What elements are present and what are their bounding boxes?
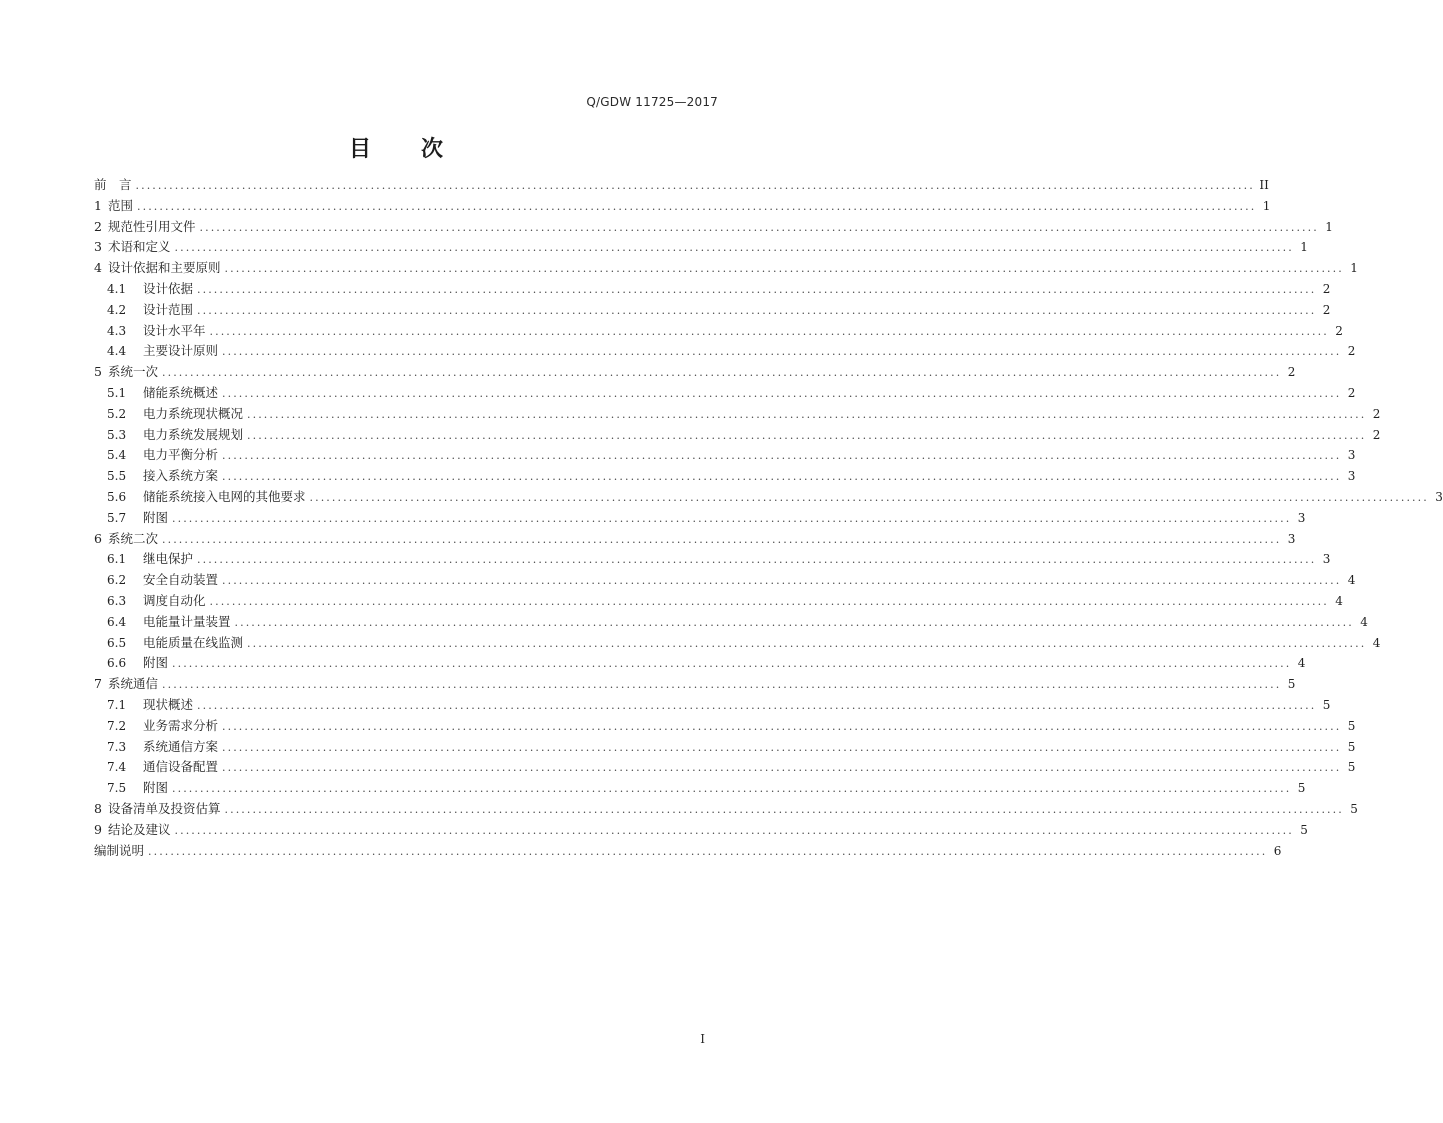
toc-leader-dots: ........................................................................................................................................................................................................ <box>309 490 1429 504</box>
toc-entry-page: 2 <box>1322 281 1331 296</box>
toc-entry-page: II <box>1259 178 1269 192</box>
toc-entry[interactable] <box>94 321 1343 342</box>
toc-leader-dots: ........................................................................................................................................................................................................ <box>172 511 1292 525</box>
toc-leader-dots: ........................................................................................................................................................................................................ <box>172 782 1292 796</box>
toc-entry[interactable] <box>94 841 1282 862</box>
toc-leader-dots: ........................................................................................................................................................................................................ <box>222 470 1342 484</box>
toc-entry-page: 2 <box>1322 302 1331 317</box>
toc-entry[interactable] <box>94 612 1368 633</box>
toc-entry-page: 2 <box>1347 385 1356 400</box>
toc-entry-label: 系统通信方案 <box>143 738 219 754</box>
toc-entry-number: 5.2 <box>107 406 127 421</box>
toc-entry-label: 通信设备配置 <box>143 759 219 775</box>
toc-entry-number: 5.3 <box>107 427 127 442</box>
toc-entry-number: 7.2 <box>107 718 127 733</box>
toc-entry-number: 6.4 <box>107 614 127 629</box>
toc-leader-dots: ........................................................................................................................................................................................................ <box>197 698 1317 712</box>
toc-leader-dots: ........................................................................................................................................................................................................ <box>174 823 1294 837</box>
toc-entry-number: 5.6 <box>107 489 127 504</box>
toc-entry-label: 附图 <box>143 655 169 671</box>
toc-entry-page: 2 <box>1372 427 1381 442</box>
toc-entry-number: 5 <box>94 364 102 380</box>
toc-entry-page: 5 <box>1297 781 1306 796</box>
toc-entry[interactable] <box>94 674 1296 695</box>
toc-entry[interactable] <box>94 757 1356 778</box>
toc-entry-page: 4 <box>1297 656 1306 671</box>
toc-entry[interactable] <box>94 487 1443 508</box>
toc-entry-label: 系统通信 <box>108 676 159 692</box>
toc-entry-label: 系统一次 <box>108 364 159 380</box>
toc-entry-page: 4 <box>1347 573 1356 588</box>
toc-entry-page: 1 <box>1262 198 1271 213</box>
toc-entry-label: 设计依据 <box>143 280 194 296</box>
toc-entry[interactable] <box>94 653 1306 674</box>
toc-entry-label: 继电保护 <box>143 551 194 567</box>
toc-entry-page: 2 <box>1347 344 1356 359</box>
toc-entry-page: 3 <box>1322 552 1331 567</box>
toc-entry-number: 6.1 <box>107 552 127 567</box>
toc-entry[interactable] <box>94 404 1381 425</box>
toc-entry-page: 2 <box>1335 323 1343 338</box>
toc-leader-dots: ........................................................................................................................................................................................................ <box>222 345 1342 359</box>
toc-entry[interactable] <box>94 570 1356 591</box>
toc-entry-number: 4.3 <box>107 323 127 338</box>
toc-entry-label: 附图 <box>143 509 169 525</box>
toc-entry[interactable] <box>94 196 1271 217</box>
toc-entry-number: 6.6 <box>107 656 127 671</box>
toc-entry-page: 4 <box>1372 635 1381 650</box>
toc-leader-dots: ........................................................................................................................................................................................................ <box>224 262 1344 276</box>
toc-entry[interactable] <box>94 383 1356 404</box>
toc-entry-number: 1 <box>94 197 102 213</box>
toc-entry-number: 4.2 <box>107 302 127 317</box>
toc-entry-label: 现状概述 <box>143 696 194 712</box>
toc-entry[interactable] <box>94 716 1356 737</box>
toc-leader-dots: ........................................................................................................................................................................................................ <box>222 719 1342 733</box>
toc-entry-page: 6 <box>1273 843 1282 858</box>
toc-entry[interactable] <box>94 237 1308 258</box>
toc-leader-dots: ........................................................................................................................................................................................................ <box>135 179 1255 192</box>
toc-entry-label: 调度自动化 <box>143 592 206 608</box>
toc-leader-dots: ........................................................................................................................................................................................................ <box>162 366 1282 380</box>
toc-entry[interactable] <box>94 217 1333 238</box>
toc-entry[interactable] <box>94 258 1358 279</box>
toc-entry[interactable] <box>94 591 1343 612</box>
toc-entry-label: 电力系统现状概况 <box>143 405 244 421</box>
toc-entry-page: 5 <box>1322 697 1331 712</box>
toc-entry-label: 设计水平年 <box>143 322 206 338</box>
toc-leader-dots: ........................................................................................................................................................................................................ <box>247 407 1367 421</box>
toc-entry[interactable] <box>94 695 1331 716</box>
toc-leader-dots: ........................................................................................................................................................................................................ <box>222 574 1342 588</box>
toc-entry[interactable] <box>94 778 1306 799</box>
toc-entry-label: 电能量计量装置 <box>143 613 231 629</box>
toc-entry-number: 7 <box>94 676 102 692</box>
page-title: 目 次 <box>348 137 445 162</box>
toc-leader-dots: ........................................................................................................................................................................................................ <box>197 553 1317 567</box>
toc-leader-dots: ........................................................................................................................................................................................................ <box>247 636 1367 650</box>
toc-entry[interactable] <box>94 341 1356 362</box>
toc-entry-page: 1 <box>1300 240 1308 255</box>
toc-leader-dots: ........................................................................................................................................................................................................ <box>247 428 1367 442</box>
document-code: Q/GDW 11725—2017 <box>586 95 718 109</box>
toc-entry-page: 4 <box>1335 593 1343 608</box>
toc-entry-number: 7.4 <box>107 760 127 775</box>
toc-entry-number: 7.5 <box>107 781 127 796</box>
toc-entry-number: 8 <box>94 800 102 816</box>
toc-entry[interactable] <box>94 508 1306 529</box>
toc-entry[interactable] <box>94 737 1356 758</box>
toc-entry[interactable] <box>94 466 1356 487</box>
toc-entry[interactable] <box>94 425 1381 446</box>
toc-entry-label: 接入系统方案 <box>143 468 219 484</box>
toc-entry-page: 3 <box>1347 469 1356 484</box>
toc-leader-dots: ........................................................................................................................................................................................................ <box>222 740 1342 754</box>
toc-leader-dots: ........................................................................................................................................................................................................ <box>197 282 1317 296</box>
toc-entry-number: 4.4 <box>107 344 127 359</box>
toc-leader-dots: ........................................................................................................................................................................................................ <box>199 220 1319 234</box>
toc-entry-label: 电能质量在线监测 <box>143 634 244 650</box>
toc-entry-page: 3 <box>1435 489 1443 504</box>
toc-entry-number: 2 <box>94 218 102 234</box>
toc-leader-dots: ........................................................................................................................................................................................................ <box>209 594 1329 608</box>
toc-leader-dots: ........................................................................................................................................................................................................ <box>162 532 1282 546</box>
toc-entry-label: 附图 <box>143 780 169 796</box>
toc-entry-number: 6.5 <box>107 635 127 650</box>
toc-leader-dots: ........................................................................................................................................................................................................ <box>172 657 1292 671</box>
toc-entry-page: 5 <box>1300 822 1308 837</box>
toc-leader-dots: ........................................................................................................................................................................................................ <box>234 615 1354 629</box>
toc-entry-page: 5 <box>1287 677 1296 692</box>
toc-entry-label: 储能系统接入电网的其他要求 <box>143 488 306 504</box>
toc-entry-page: 2 <box>1287 365 1296 380</box>
toc-leader-dots: ........................................................................................................................................................................................................ <box>209 324 1329 338</box>
toc-entry-page: 3 <box>1347 448 1356 463</box>
toc-entry-page: 3 <box>1297 510 1306 525</box>
toc-leader-dots: ........................................................................................................................................................................................................ <box>222 386 1342 400</box>
toc-entry-label: 电力系统发展规划 <box>143 426 244 442</box>
toc-entry[interactable] <box>94 529 1296 550</box>
toc-leader-dots: ........................................................................................................................................................................................................ <box>162 678 1282 692</box>
toc-entry-number: 5.5 <box>107 469 127 484</box>
toc-entry-page: 1 <box>1350 261 1358 276</box>
toc-entry[interactable] <box>94 279 1331 300</box>
toc-leader-dots: ........................................................................................................................................................................................................ <box>148 844 1268 858</box>
toc-entry-number: 7.3 <box>107 739 127 754</box>
toc-entry[interactable] <box>94 633 1381 654</box>
toc-entry[interactable] <box>94 300 1331 321</box>
toc-leader-dots: ........................................................................................................................................................................................................ <box>137 199 1257 213</box>
toc-entry-number: 9 <box>94 821 102 837</box>
toc-entry-number: 6.3 <box>107 593 127 608</box>
toc-entry-page: 5 <box>1347 739 1356 754</box>
table-of-contents <box>94 175 1443 861</box>
toc-leader-dots: ........................................................................................................................................................................................................ <box>197 303 1317 317</box>
toc-entry-page: 5 <box>1347 760 1356 775</box>
toc-entry-page: 2 <box>1372 406 1381 421</box>
toc-entry-label: 电力平衡分析 <box>143 447 219 463</box>
toc-entry-page: 5 <box>1350 801 1358 816</box>
toc-entry-number: 4.1 <box>107 281 127 296</box>
toc-entry[interactable] <box>94 445 1356 466</box>
toc-entry-page: 3 <box>1287 531 1296 546</box>
toc-entry-number: 6.2 <box>107 573 127 588</box>
toc-entry-number: 4 <box>94 260 102 276</box>
toc-leader-dots: ........................................................................................................................................................................................................ <box>222 449 1342 463</box>
toc-entry-label: 编制说明 <box>94 842 145 858</box>
toc-entry-label: 业务需求分析 <box>143 717 219 733</box>
toc-entry-page: 5 <box>1347 718 1356 733</box>
toc-entry[interactable] <box>94 799 1358 820</box>
toc-leader-dots: ........................................................................................................................................................................................................ <box>174 241 1294 255</box>
toc-entry-page: 4 <box>1360 614 1368 629</box>
toc-entry-number: 5.1 <box>107 385 127 400</box>
toc-entry-label: 设备清单及投资估算 <box>108 800 221 816</box>
toc-entry-label: 主要设计原则 <box>143 343 219 359</box>
toc-entry-number: 3 <box>94 239 102 255</box>
page-number: I <box>700 1032 705 1046</box>
toc-entry-label: 术语和定义 <box>108 239 171 255</box>
toc-leader-dots: ........................................................................................................................................................................................................ <box>222 761 1342 775</box>
toc-entry[interactable] <box>94 362 1296 383</box>
toc-entry-number: 5.7 <box>107 510 127 525</box>
toc-entry-label: 安全自动装置 <box>143 572 219 588</box>
toc-entry[interactable] <box>94 820 1308 841</box>
toc-entry-number: 5.4 <box>107 448 127 463</box>
toc-entry-label: 储能系统概述 <box>143 384 219 400</box>
toc-entry-label: 设计范围 <box>143 301 194 317</box>
toc-entry-label: 范围 <box>108 197 134 213</box>
toc-entry-label: 结论及建议 <box>108 821 171 837</box>
toc-entry-label: 系统二次 <box>108 530 159 546</box>
toc-entry[interactable] <box>94 549 1331 570</box>
toc-leader-dots: ........................................................................................................................................................................................................ <box>224 802 1344 816</box>
toc-entry[interactable] <box>94 175 1269 196</box>
toc-entry-page: 1 <box>1325 219 1333 234</box>
toc-entry-label: 设计依据和主要原则 <box>108 260 221 276</box>
toc-entry-number: 7.1 <box>107 697 127 712</box>
toc-entry-number: 6 <box>94 530 102 546</box>
toc-entry-label: 前 言 <box>94 177 132 192</box>
toc-entry-label: 规范性引用文件 <box>108 218 196 234</box>
